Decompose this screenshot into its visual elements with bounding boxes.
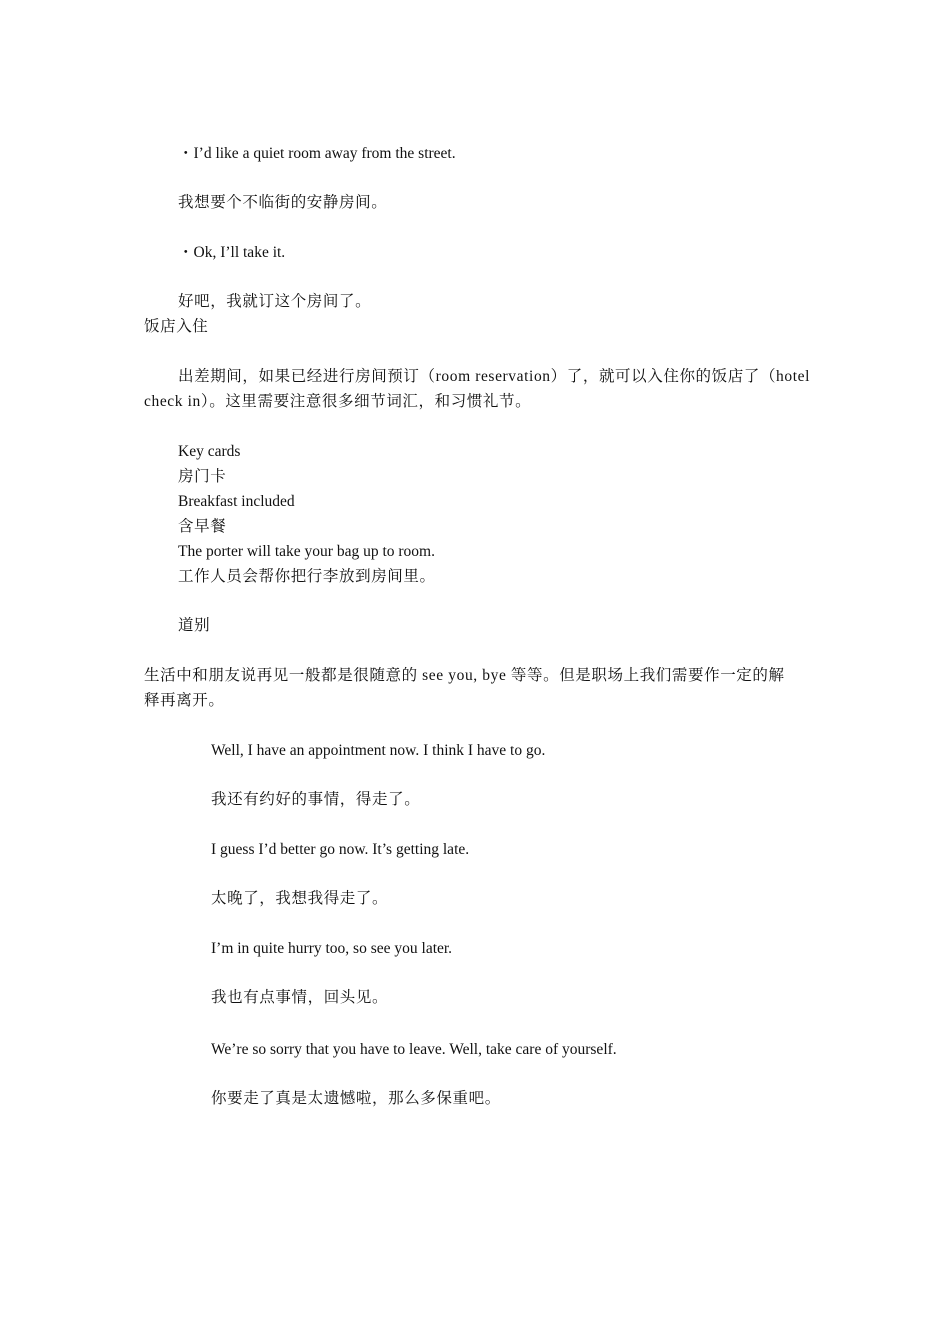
- checkin-intro-line: check in）。这里需要注意很多细节词汇，和习惯礼节。: [144, 393, 532, 410]
- vocab-term-en: The porter will take your bag up to room.: [178, 543, 435, 560]
- section-heading-checkin: 饭店入住: [144, 318, 209, 335]
- farewell-intro-line: 释再离开。: [144, 692, 225, 709]
- vocab-term-cn: 工作人员会帮你把行李放到房间里。: [178, 568, 436, 585]
- farewell-phrase-en: I’m in quite hurry too, so see you later.: [211, 940, 453, 957]
- booking-phrase-en: ・I’d like a quiet room away from the street.: [178, 145, 456, 162]
- farewell-phrase-en: We’re so sorry that you have to leave. Well, take care of yourself.: [211, 1041, 617, 1058]
- checkin-intro-line: 出差期间，如果已经进行房间预订（room reservation）了，就可以入住你的饭店了（hotel: [178, 368, 811, 385]
- farewell-intro-line: 生活中和朋友说再见一般都是很随意的 see you, bye 等等。但是职场上我们需要作一定的解: [144, 667, 785, 684]
- vocab-term-en: Key cards: [178, 443, 241, 460]
- farewell-phrase-en: Well, I have an appointment now. I think I have to go.: [211, 742, 546, 759]
- booking-phrase-cn: 我想要个不临街的安静房间。: [178, 194, 388, 211]
- booking-phrase-en: ・Ok, I’ll take it.: [178, 244, 286, 261]
- section-heading-farewell: 道别: [178, 617, 211, 634]
- farewell-phrase-cn: 我还有约好的事情，得走了。: [211, 791, 421, 808]
- vocab-term-cn: 房门卡: [178, 468, 227, 485]
- farewell-phrase-cn: 你要走了真是太遗憾啦，那么多保重吧。: [211, 1090, 501, 1107]
- farewell-phrase-cn: 我也有点事情，回头见。: [211, 989, 389, 1006]
- vocab-term-cn: 含早餐: [178, 518, 227, 535]
- booking-phrase-cn: 好吧，我就订这个房间了。: [178, 293, 372, 310]
- farewell-phrase-cn: 太晚了，我想我得走了。: [211, 890, 389, 907]
- farewell-phrase-en: I guess I’d better go now. It’s getting late.: [211, 841, 470, 858]
- vocab-term-en: Breakfast included: [178, 493, 295, 510]
